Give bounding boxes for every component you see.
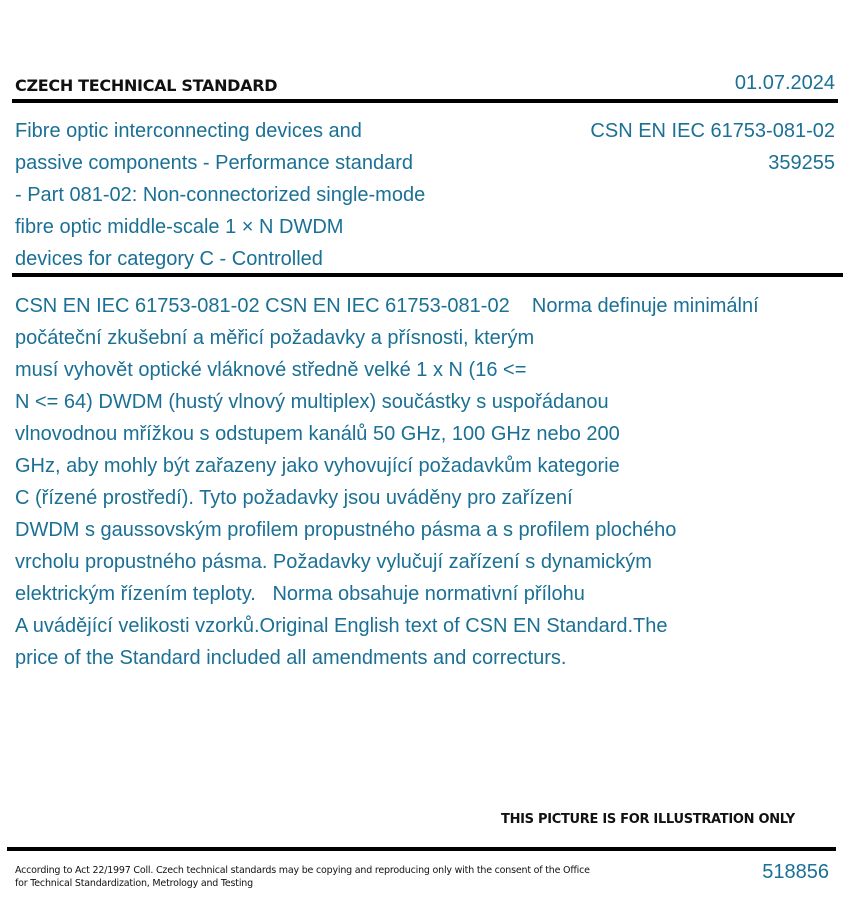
description-line: GHz, aby mohly být zařazeny jako vyhovující požadavkům kategorie bbox=[15, 455, 620, 477]
description-line: N <= 64) DWDM (hustý vlnový multiplex) součástky s uspořádanou bbox=[15, 391, 609, 413]
footer-divider bbox=[7, 847, 836, 851]
document-type-label: CZECH TECHNICAL STANDARD bbox=[15, 76, 278, 95]
title-line: fibre optic middle-scale 1 × N DWDM bbox=[15, 216, 344, 238]
title-divider bbox=[12, 273, 843, 277]
description-line: DWDM s gaussovským profilem propustného pásma a s profilem plochého bbox=[15, 519, 677, 541]
description-line: CSN EN IEC 61753-081-02 CSN EN IEC 61753-081-02 Norma definuje minimální bbox=[15, 295, 759, 317]
document-id: 518856 bbox=[762, 861, 829, 883]
description-line: price of the Standard included all amendments and correcturs. bbox=[15, 647, 567, 669]
standard-code: CSN EN IEC 61753-081-02 bbox=[590, 120, 835, 142]
description-line: vrcholu propustného pásma. Požadavky vylučují zařízení s dynamickým bbox=[15, 551, 652, 573]
standard-description bbox=[15, 290, 850, 674]
description-line: A uvádějící velikosti vzorků.Original English text of CSN EN Standard.The bbox=[15, 615, 668, 637]
description-line: C (řízené prostředí). Tyto požadavky jsou uváděny pro zařízení bbox=[15, 487, 573, 509]
description-line: elektrickým řízením teploty. Norma obsahuje normativní přílohu bbox=[15, 583, 585, 605]
legal-notice-line: for Technical Standardization, Metrology and Testing bbox=[15, 878, 253, 889]
legal-notice-line: According to Act 22/1997 Coll. Czech technical standards may be copying and reproducing only with the consent of the Office bbox=[15, 865, 590, 876]
illustration-disclaimer: THIS PICTURE IS FOR ILLUSTRATION ONLY bbox=[501, 812, 795, 827]
title-line: Fibre optic interconnecting devices and bbox=[15, 120, 362, 142]
description-line: vlnovodnou mřížkou s odstupem kanálů 50 GHz, 100 GHz nebo 200 bbox=[15, 423, 620, 445]
title-line: passive components - Performance standard bbox=[15, 152, 413, 174]
title-line: devices for category C - Controlled bbox=[15, 248, 323, 270]
description-line: musí vyhovět optické vláknové středně velké 1 x N (16 <= bbox=[15, 359, 527, 381]
publication-date: 01.07.2024 bbox=[734, 72, 835, 94]
standard-identifiers bbox=[590, 115, 835, 179]
description-line: počáteční zkušební a měřicí požadavky a přísnosti, kterým bbox=[15, 327, 535, 349]
catalog-number: 359255 bbox=[768, 152, 835, 174]
title-line: - Part 081-02: Non-connectorized single-mode bbox=[15, 184, 426, 206]
header-divider bbox=[12, 99, 838, 103]
legal-notice bbox=[15, 864, 595, 890]
standard-title bbox=[15, 115, 485, 275]
